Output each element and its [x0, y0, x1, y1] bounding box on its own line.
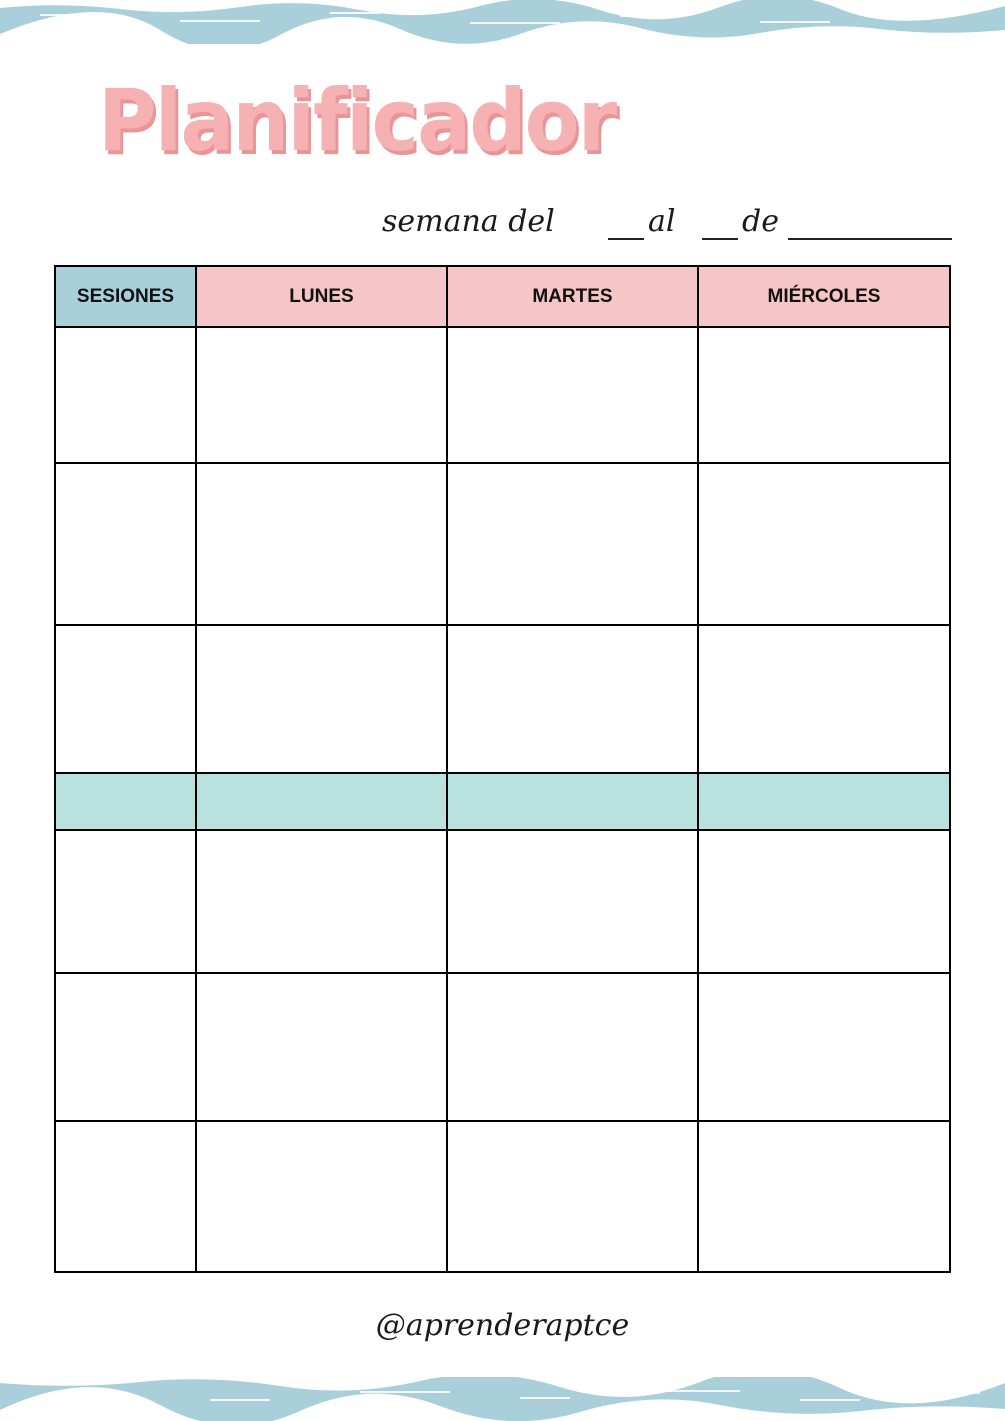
- miercoles-cell[interactable]: [699, 831, 949, 974]
- break-cell: [56, 774, 197, 831]
- week-de-label: de: [742, 204, 779, 239]
- lunes-cell[interactable]: [197, 626, 448, 774]
- lunes-cell[interactable]: [197, 831, 448, 974]
- header-martes: MARTES: [448, 267, 699, 328]
- session-cell[interactable]: [56, 464, 197, 626]
- break-cell: [197, 774, 448, 831]
- session-cell[interactable]: [56, 626, 197, 774]
- miercoles-cell[interactable]: [699, 974, 949, 1122]
- week-start-blank[interactable]: [608, 238, 644, 240]
- header-lunes: LUNES: [197, 267, 448, 328]
- session-cell[interactable]: [56, 974, 197, 1122]
- header-sesiones: SESIONES: [56, 267, 197, 328]
- week-al-label: al: [648, 204, 676, 239]
- martes-cell[interactable]: [448, 974, 699, 1122]
- session-cell[interactable]: [56, 831, 197, 974]
- lunes-cell[interactable]: [197, 1122, 448, 1271]
- week-label: semana del: [382, 204, 555, 239]
- top-brush-border: [0, 0, 1005, 44]
- martes-cell[interactable]: [448, 1122, 699, 1271]
- miercoles-cell[interactable]: [699, 464, 949, 626]
- miercoles-cell[interactable]: [699, 1122, 949, 1271]
- header-miercoles: MIÉRCOLES: [699, 267, 949, 328]
- session-cell[interactable]: [56, 328, 197, 464]
- break-cell: [699, 774, 949, 831]
- martes-cell[interactable]: [448, 831, 699, 974]
- martes-cell[interactable]: [448, 328, 699, 464]
- footer-handle: @aprenderaptce: [375, 1308, 630, 1343]
- miercoles-cell[interactable]: [699, 626, 949, 774]
- lunes-cell[interactable]: [197, 328, 448, 464]
- page-title: Planificador: [98, 71, 616, 171]
- lunes-cell[interactable]: [197, 464, 448, 626]
- bottom-brush-border: [0, 1377, 1005, 1421]
- week-range-line: [382, 196, 952, 246]
- martes-cell[interactable]: [448, 626, 699, 774]
- lunes-cell[interactable]: [197, 974, 448, 1122]
- week-end-blank[interactable]: [702, 238, 738, 240]
- planner-table: [54, 265, 951, 1273]
- month-blank[interactable]: [788, 238, 952, 240]
- miercoles-cell[interactable]: [699, 328, 949, 464]
- break-cell: [448, 774, 699, 831]
- martes-cell[interactable]: [448, 464, 699, 626]
- session-cell[interactable]: [56, 1122, 197, 1271]
